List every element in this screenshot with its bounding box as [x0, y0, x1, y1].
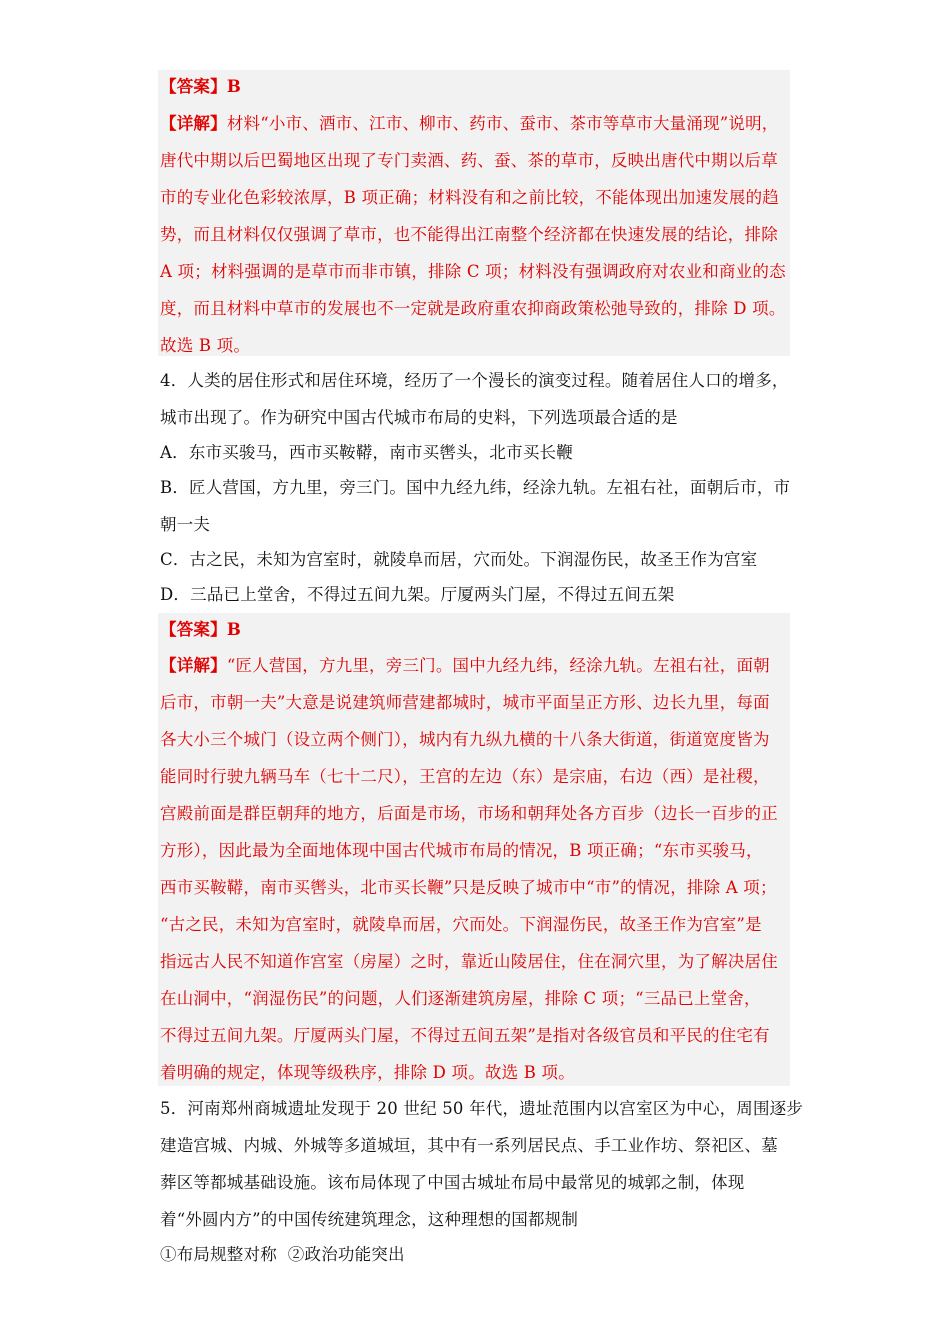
- detail-tag: 【详解】: [160, 656, 227, 675]
- question-4-option-b-cont: 朝一夫: [160, 515, 211, 534]
- answer-4-detail-line: 西市买鞍鞯，南市买辔头，北市买长鞭”只是反映了城市中“市”的情况，排除 A 项；: [160, 878, 777, 897]
- answer-4-detail-line: 宫殿前面是群臣朝拜的地方，后面是市场，市场和朝拜处各方百步（边长一百步的正: [160, 804, 778, 823]
- answer-3-detail-line: 唐代中期以后巴蜀地区出现了专门卖酒、药、蚕、茶的草市，反映出唐代中期以后草: [160, 151, 778, 170]
- answer-4-detail-line: 能同时行驶九辆马车（七十二尺），王宫的左边（东）是宗庙，右边（西）是社稷，: [160, 767, 770, 786]
- answer-4-detail-line: 在山洞中，“润湿伤民”的问题，人们逐渐建筑房屋，排除 C 项；“三品已上堂舍，: [160, 989, 761, 1008]
- answer-3-detail-line: [160, 113, 778, 135]
- answer-tag: 【答案】: [160, 77, 227, 96]
- detail-tag: 【详解】: [160, 114, 227, 133]
- answer-3-detail-line: 势，而且材料仅仅强调了草市，也不能得出江南整个经济都在快速发展的结论，排除: [160, 225, 778, 244]
- detail-text: “匠人营国，方九里，旁三门。国中九经九纬，经涂九轨。左祖右社，面朝: [226, 656, 770, 675]
- answer-4-detail-line: 方形），因此最为全面地体现中国古代城市布局的情况，B 项正确；“东市买骏马，: [160, 841, 763, 860]
- question-4-option-a: A．东市买骏马，西市买鞍鞯，南市买辔头，北市买长鞭: [160, 443, 573, 462]
- question-5-stem-line: 5．河南郑州商城遗址发现于 20 世纪 50 年代，遗址范围内以宫室区为中心，周围逐步: [160, 1099, 804, 1118]
- answer-value: B: [226, 620, 241, 639]
- question-4-option-d: D．三品已上堂舍，不得过五间九架。厅厦两头门屋，不得过五间五架: [160, 585, 675, 604]
- answer-4-detail-line: “古之民，未知为宫室时，就陵阜而居，穴而处。下润湿伤民，故圣王作为宫室”是: [160, 915, 762, 934]
- question-4-stem-line: 城市出现了。作为研究中国古代城市布局的史料，下列选项最合适的是: [160, 408, 678, 427]
- answer-4-detail-line: 不得过五间九架。厅厦两头门屋，不得过五间五架”是指对各级官员和平民的住宅有: [160, 1026, 770, 1045]
- question-4-option-c: C．古之民，未知为宫室时，就陵阜而居，穴而处。下润湿伤民，故圣王作为宫室: [160, 550, 758, 569]
- answer-tag: 【答案】: [160, 620, 227, 639]
- answer-3-answer-line: [160, 76, 241, 98]
- answer-value: B: [226, 77, 241, 96]
- question-5-stem-line: 着“外圆内方”的中国传统建筑理念，这种理想的国都规制: [160, 1210, 579, 1229]
- detail-text: 材料“小市、酒市、江市、柳市、药市、蚕市、茶市等草市大量涌现”说明，: [226, 114, 779, 133]
- answer-3-detail-line: 度，而且材料中草市的发展也不一定就是政府重农抑商政策松弛导致的，排除 D 项。: [160, 299, 786, 318]
- answer-4-detail-line: 着明确的规定，体现等级秩序，排除 D 项。故选 B 项。: [160, 1063, 575, 1082]
- answer-3-detail-line: A 项；材料强调的是草市而非市镇，排除 C 项；材料没有强调政府对农业和商业的态: [160, 262, 786, 281]
- answer-3-detail-line: 市的专业化色彩较浓厚，B 项正确；材料没有和之前比较，不能体现出加速发展的趋: [160, 188, 779, 207]
- question-4-option-b: B．匠人营国，方九里，旁三门。国中九经九纬，经涂九轨。左祖右社，面朝后市，市: [160, 478, 791, 497]
- question-5-stem-line: 葬区等都城基础设施。该布局体现了中国古城址布局中最常见的城郭之制，体现: [160, 1173, 745, 1192]
- answer-4-detail-line: [160, 655, 770, 677]
- question-5-stem-line: 建造宫城、内城、外城等多道城垣，其中有一系列居民点、手工业作坊、祭祀区、墓: [160, 1136, 778, 1155]
- answer-4-detail-line: 指远古人民不知道作宫室（房屋）之时，靠近山陵居住，住在洞穴里，为了解决居住: [160, 952, 778, 971]
- answer-4-detail-line: 后市，市朝一夫”大意是说建筑师营建都城时，城市平面呈正方形、边长九里，每面: [160, 693, 770, 712]
- question-4-stem-line: 4．人类的居住形式和居住环境，经历了一个漫长的演变过程。随着居住人口的增多，: [160, 371, 789, 390]
- answer-3-detail-line: 故选 B 项。: [160, 336, 251, 355]
- answer-4-detail-line: 各大小三个城门（设立两个侧门），城内有九纵九横的十八条大街道，街道宽度皆为: [160, 730, 770, 749]
- answer-4-answer-line: [160, 619, 241, 641]
- question-5-statements: ①布局规整对称 ②政治功能突出: [160, 1245, 405, 1264]
